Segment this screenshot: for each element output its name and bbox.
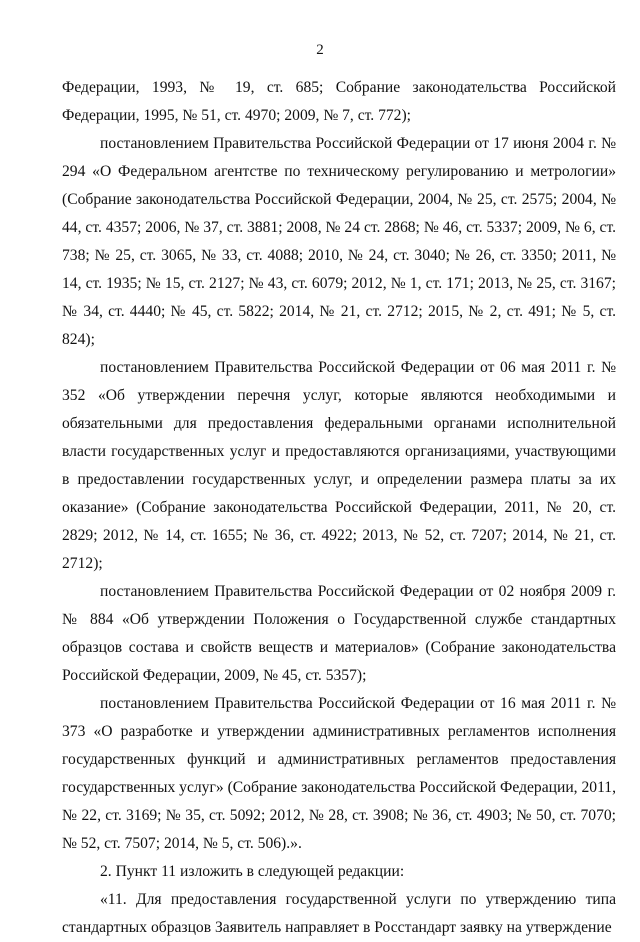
- document-body: [62, 74, 616, 942]
- paragraph-continuation: Федерации, 1993, № 19, ст. 685; Собрание законодательства Российской Федерации, 1995, № 51, ст. 4970; 2009, № 7, ст. 772);: [62, 79, 616, 124]
- paragraph-item-2: 2. Пункт 11 изложить в следующей редакции:: [100, 863, 405, 880]
- paragraph-decree-294: постановлением Правительства Российской Федерации от 17 июня 2004 г. № 294 «О Федеральном агентстве по техническому регулированию и метрологии» (Собрание законодательства Российской Федерации, 2004, № 25, ст. 2575; 2004, № 44, ст. 4357; 2006, № 37, ст. 3881; 2008, № 24 ст. 2868; № 46, ст. 5337; 2009, № 6, ст. 738; № 25, ст. 3065, № 33, ст. 4088; 2010, № 24, ст. 3040; № 26, ст. 3350; 2011, № 14, ст. 1935; № 15, ст. 2127; № 43, ст. 6079; 2012, № 1, ст. 171; 2013, № 25, ст. 3167; № 34, ст. 4440; № 45, ст. 5822; 2014, № 21, ст. 2712; 2015, № 2, ст. 491; № 5, ст. 824);: [62, 135, 616, 348]
- paragraph-decree-352: постановлением Правительства Российской Федерации от 06 мая 2011 г. № 352 «Об утверждении перечня услуг, которые являются необходимыми и обязательными для предоставления федеральными органами исполнительной власти государственных услуг и предоставляются организациями, участвующими в предоставлении государственных услуг, и определении размера платы за их оказание» (Собрание законодательства Российской Федерации, 2011, № 20, ст. 2829; 2012, № 14, ст. 1655; № 36, ст. 4922; 2013, № 52, ст. 7207; 2014, № 21, ст. 2712);: [62, 359, 616, 572]
- page-number: 2: [316, 42, 324, 58]
- paragraph-decree-884: постановлением Правительства Российской Федерации от 02 ноября 2009 г. № 884 «Об утверждении Положения о Государственной службе стандартных образцов состава и свойств веществ и материалов» (Собрание законодательства Российской Федерации, 2009, № 45, ст. 5357);: [62, 583, 616, 684]
- paragraph-decree-373: постановлением Правительства Российской Федерации от 16 мая 2011 г. № 373 «О разработке и утверждении административных регламентов исполнения государственных функций и административных регламентов предоставления государственных услуг» (Собрание законодательства Российской Федерации, 2011, № 22, ст. 3169; № 35, ст. 5092; 2012, № 28, ст. 3908; № 36, ст. 4903; № 50, ст. 7070; № 52, ст. 7507; 2014, № 5, ст. 506).».: [62, 695, 616, 852]
- paragraph-item-11: «11. Для предоставления государственной услуги по утверждению типа стандартных образцов Заявитель направляет в Росстандарт заявку на утверждение: [62, 891, 616, 936]
